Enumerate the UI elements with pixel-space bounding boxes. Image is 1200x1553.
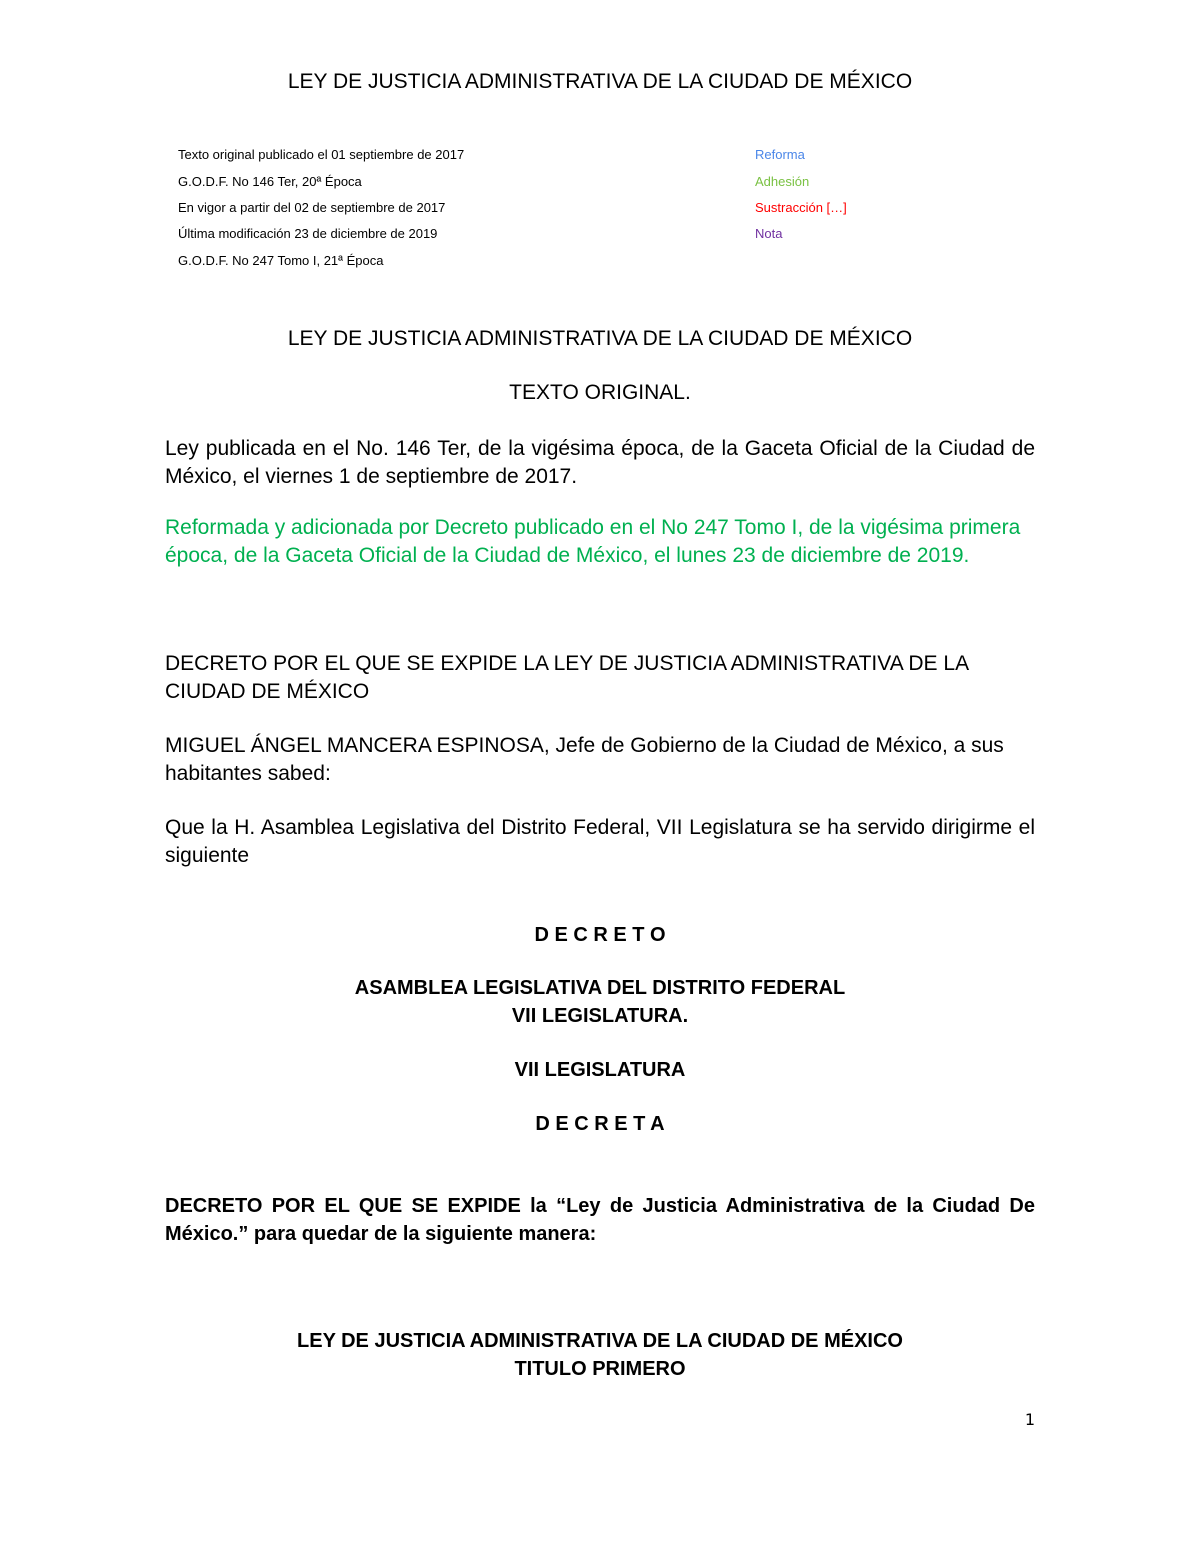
publication-paragraph: Ley publicada en el No. 146 Ter, de la vigésima época, de la Gaceta Oficial de la Ciudad de México, el viernes 1 de septiembre de 2017. — [165, 437, 1035, 488]
decreta-heading: D E C R E T A — [535, 1113, 665, 1135]
publication-info-line: Última modificación 23 de diciembre de 2019 — [178, 226, 438, 241]
legend-sustraccion: Sustracción […] — [755, 200, 847, 215]
reform-paragraph: Reformada y adicionada por Decreto publicado en el No 247 Tomo I, de la vigésima primera época, de la Gaceta Oficial de la Ciudad de México, el lunes 23 de diciembre de 2019. — [165, 516, 1021, 567]
legend-reforma: Reforma — [755, 147, 805, 162]
publication-info-line: G.O.D.F. No 146 Ter, 20ª Época — [178, 174, 362, 189]
assembly-paragraph: Que la H. Asamblea Legislativa del Distrito Federal, VII Legislatura se ha servido dirigirme el siguiente — [165, 816, 1035, 867]
publication-info-line: Texto original publicado el 01 septiembre de 2017 — [178, 147, 465, 162]
texto-original-label: TEXTO ORIGINAL. — [509, 381, 691, 404]
legislatura-line: VII LEGISLATURA. — [511, 1005, 689, 1027]
assembly-name: ASAMBLEA LEGISLATIVA DEL DISTRITO FEDERAL — [354, 977, 846, 999]
decree-heading: DECRETO POR EL QUE SE EXPIDE LA LEY DE JUSTICIA ADMINISTRATIVA DE LA CIUDAD DE MÉXICO — [165, 652, 968, 703]
legislatura-heading: VII LEGISLATURA — [514, 1059, 686, 1081]
law-title: LEY DE JUSTICIA ADMINISTRATIVA DE LA CIUDAD DE MÉXICO — [287, 327, 913, 350]
publication-info-line: En vigor a partir del 02 de septiembre de 2017 — [178, 200, 446, 215]
page-number: 1 — [1024, 1410, 1035, 1429]
publication-info-line: G.O.D.F. No 247 Tomo I, 21ª Época — [178, 253, 384, 268]
running-header: LEY DE JUSTICIA ADMINISTRATIVA DE LA CIUDAD DE MÉXICO — [287, 70, 913, 93]
legend-nota: Nota — [755, 226, 783, 241]
titulo-heading: TITULO PRIMERO — [514, 1358, 686, 1380]
decree-text: DECRETO POR EL QUE SE EXPIDE la “Ley de Justicia Administrativa de la Ciudad De México.” para quedar de la siguiente manera: — [165, 1195, 1035, 1245]
legend-adhesion: Adhesión — [755, 174, 810, 189]
law-title-bold: LEY DE JUSTICIA ADMINISTRATIVA DE LA CIUDAD DE MÉXICO — [297, 1330, 903, 1352]
governor-paragraph: MIGUEL ÁNGEL MANCERA ESPINOSA, Jefe de Gobierno de la Ciudad de México, a sus habitantes sabed: — [165, 734, 1004, 785]
decreto-heading: D E C R E T O — [534, 924, 666, 946]
